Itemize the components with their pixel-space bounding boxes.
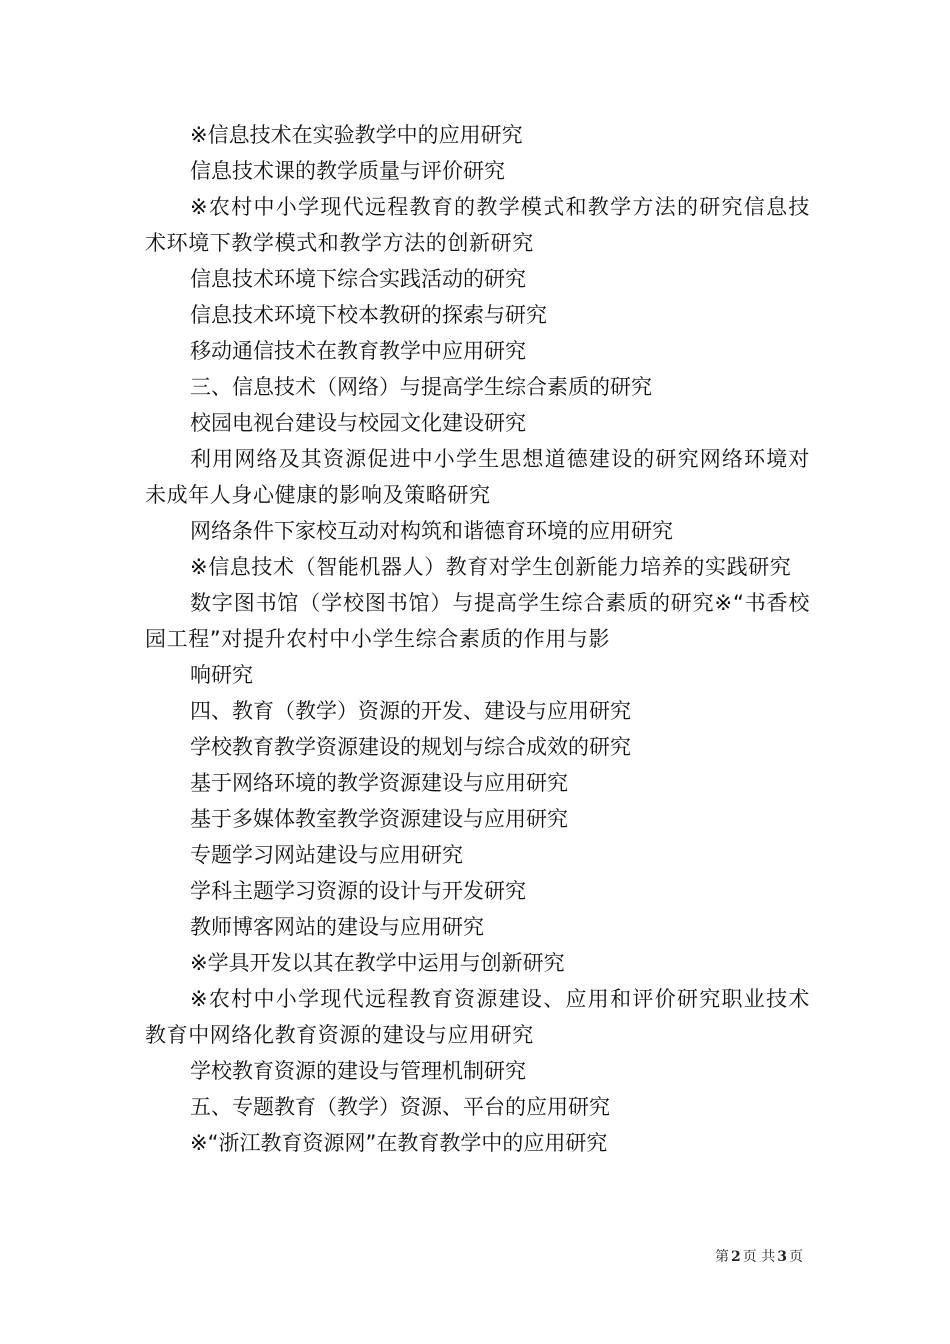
text-paragraph: ※农村中小学现代远程教育的教学模式和教学方法的研究信息技术环境下教学模式和教学方法的创新研究 — [145, 195, 810, 255]
text-line: 移动通信技术在教育教学中应用研究 — [190, 339, 526, 363]
text-line: 学校教育资源的建设与管理机制研究 — [190, 1059, 526, 1083]
text-line: 专题学习网站建设与应用研究 — [190, 843, 463, 867]
text-line: 信息技术环境下校本教研的探索与研究 — [190, 303, 547, 327]
page-total: 3 — [777, 1249, 787, 1265]
text-line: 基于网络环境的教学资源建设与应用研究 — [190, 771, 568, 795]
document-body — [145, 117, 810, 1161]
text-line: 基于多媒体教室教学资源建设与应用研究 — [190, 807, 568, 831]
text-line: 信息技术课的教学质量与评价研究 — [190, 159, 505, 183]
text-paragraph: ※农村中小学现代远程教育资源建设、应用和评价研究职业技术教育中网络化教育资源的建设与应用研究 — [145, 987, 810, 1047]
text-line: 网络条件下家校互动对构筑和谐德育环境的应用研究 — [190, 519, 673, 543]
text-line: ※学具开发以其在教学中运用与创新研究 — [190, 951, 565, 975]
page-prefix: 第 — [715, 1249, 730, 1265]
text-line: ※信息技术在实验教学中的应用研究 — [190, 123, 523, 147]
text-line: 信息技术环境下综合实践活动的研究 — [190, 267, 526, 291]
text-line: ※“浙江教育资源网”在教育教学中的应用研究 — [190, 1131, 608, 1155]
text-paragraph: ※信息技术（智能机器人）教育对学生创新能力培养的实践研究 — [190, 555, 792, 579]
page-footer — [0, 1248, 803, 1266]
text-line: 学科主题学习资源的设计与开发研究 — [190, 879, 526, 903]
page-suffix: 页 — [789, 1249, 803, 1265]
section-heading-5: 五、专题教育（教学）资源、平台的应用研究 — [190, 1095, 610, 1119]
page-number: 2 — [731, 1249, 741, 1265]
text-line: 教师博客网站的建设与应用研究 — [190, 915, 484, 939]
text-paragraph: 数字图书馆（学校图书馆）与提高学生综合素质的研究※“书香校园工程”对提升农村中小学生综合素质的作用与影 — [145, 591, 810, 651]
text-line: 响研究 — [190, 663, 253, 687]
text-line: 学校教育教学资源建设的规划与综合成效的研究 — [190, 735, 631, 759]
text-paragraph: 利用网络及其资源促进中小学生思想道德建设的研究网络环境对未成年人身心健康的影响及策略研究 — [145, 447, 810, 507]
text-line: 校园电视台建设与校园文化建设研究 — [190, 411, 526, 435]
section-heading-4: 四、教育（教学）资源的开发、建设与应用研究 — [190, 699, 631, 723]
section-heading-3: 三、信息技术（网络）与提高学生综合素质的研究 — [190, 375, 652, 399]
page-middle: 页 共 — [742, 1249, 776, 1265]
